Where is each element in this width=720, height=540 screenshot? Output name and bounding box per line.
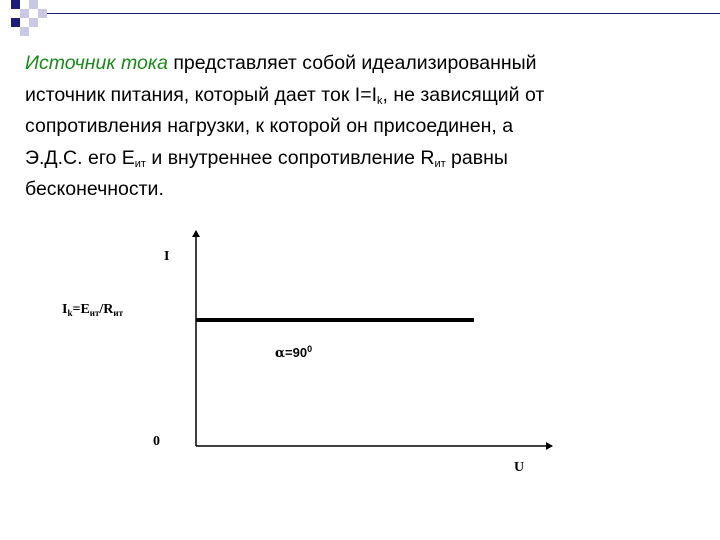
angle-value: =90 xyxy=(285,345,308,360)
y-axis-label: I xyxy=(164,249,170,264)
angle-label xyxy=(275,345,312,361)
line4-text-c: равны xyxy=(445,146,508,169)
current-i-subscript: k xyxy=(67,308,73,318)
line4-text-a: Э.Д.С. его E xyxy=(25,146,135,169)
origin-label: 0 xyxy=(153,434,160,449)
term-current-source: Источник тока xyxy=(25,52,168,74)
x-axis-label: U xyxy=(514,460,525,475)
line4-text-b: и внутреннее сопротивление R xyxy=(145,146,435,169)
line2-text-a: источник питания, который дает ток I=I xyxy=(25,83,377,106)
line3-text: сопротивления нагрузки, к которой он присоединен, а xyxy=(25,115,514,137)
current-eq: =E xyxy=(72,302,90,317)
angle-degree: 0 xyxy=(307,344,313,354)
current-formula-label xyxy=(62,302,123,318)
line4-subscript-e: ит xyxy=(134,157,146,170)
line5-text: бесконечности. xyxy=(25,178,164,200)
line2-subscript: k xyxy=(377,94,383,107)
line2-text-b: , не зависящий от xyxy=(382,83,545,106)
current-e-subscript: ит xyxy=(89,308,100,318)
current-r-subscript: ит xyxy=(113,308,124,318)
current-slash: /R xyxy=(99,302,114,317)
current-i: I xyxy=(62,302,68,317)
line1-text: представляет собой идеализированный xyxy=(167,52,537,74)
alpha-symbol: α xyxy=(275,346,286,361)
line4-subscript-r: ит xyxy=(434,157,446,170)
